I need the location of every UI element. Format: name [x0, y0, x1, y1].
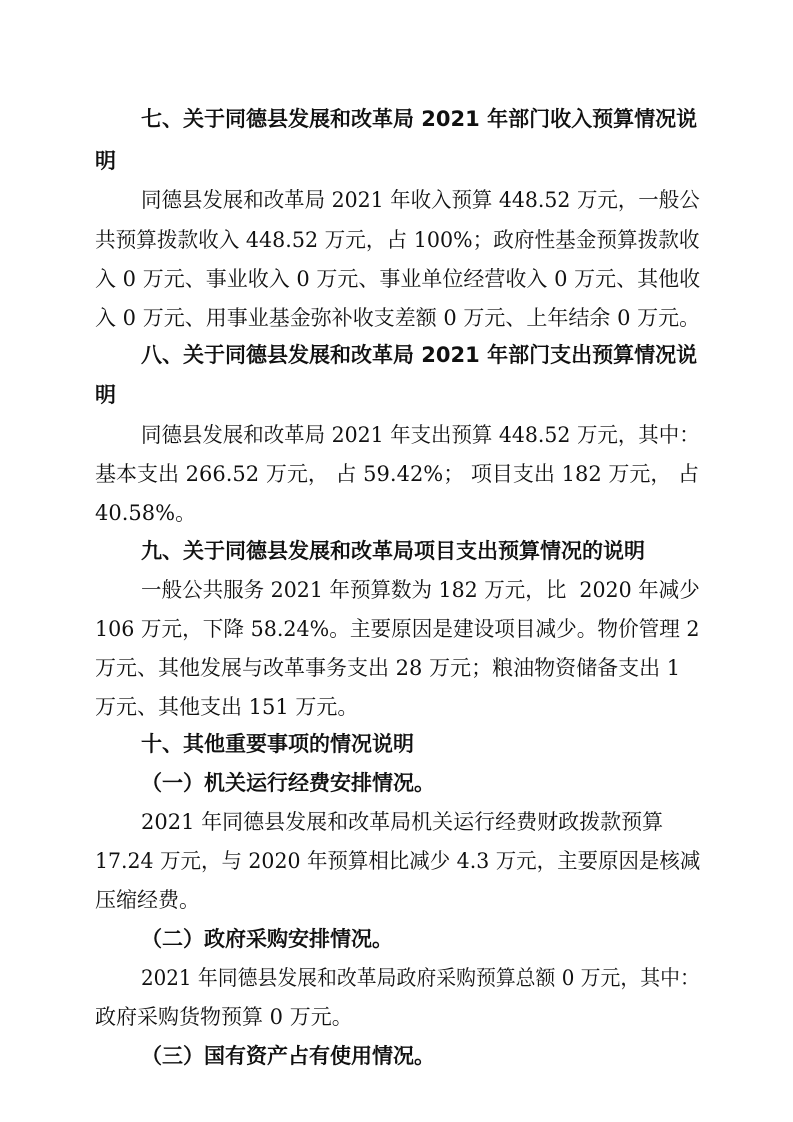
section-7-body-line-3: 入 0 万元、事业收入 0 万元、事业单位经营收入 0 万元、其他收: [95, 267, 701, 291]
section-8-body-line-2: 基本支出 266.52 万元， 占 59.42%； 项目支出 182 万元， 占: [95, 462, 700, 486]
section-7-heading-line-2: 明: [95, 149, 116, 173]
section-9-body-line-4: 万元、其他支出 151 万元。: [95, 695, 359, 719]
section-10-heading: 十、其他重要事项的情况说明: [141, 732, 414, 756]
subsection-1-heading: （一）机关运行经费安排情况。: [141, 771, 435, 795]
subsection-3-heading: （三）国有资产占有使用情况。: [141, 1044, 435, 1068]
section-8-heading-line-2: 明: [95, 383, 116, 407]
section-8-heading-line-1: 八、关于同德县发展和改革局 2021 年部门支出预算情况说: [141, 343, 698, 367]
section-8-body-line-3: 40.58%。: [95, 501, 197, 525]
section-9-body-line-1: 一般公共服务 2021 年预算数为 182 万元，比 2020 年减少: [141, 578, 700, 602]
section-7-body-line-2: 共预算拨款收入 448.52 万元，占 100%；政府性基金预算拨款收: [95, 228, 700, 252]
subsection-2-body-line-1: 2021 年同德县发展和改革局政府采购预算总额 0 万元，其中：: [141, 966, 700, 990]
section-7-body-line-1: 同德县发展和改革局 2021 年收入预算 448.52 万元，一般公: [141, 188, 700, 212]
subsection-1-body-line-2: 17.24 万元，与 2020 年预算相比减少 4.3 万元，主要原因是核减: [95, 849, 701, 873]
subsection-2-body-line-2: 政府采购货物预算 0 万元。: [95, 1005, 353, 1029]
subsection-1-body-line-3: 压缩经费。: [95, 888, 200, 912]
section-7-body-line-4: 入 0 万元、用事业基金弥补收支差额 0 万元、上年结余 0 万元。: [95, 306, 701, 330]
section-7-heading-line-1: 七、关于同德县发展和改革局 2021 年部门收入预算情况说: [141, 107, 698, 131]
section-9-body-line-2: 106 万元，下降 58.24%。主要原因是建设项目减少。物价管理 2: [95, 617, 700, 641]
section-8-body-line-1: 同德县发展和改革局 2021 年支出预算 448.52 万元，其中：: [141, 423, 700, 447]
subsection-2-heading: （二）政府采购安排情况。: [141, 927, 393, 951]
subsection-1-body-line-1: 2021 年同德县发展和改革局机关运行经费财政拨款预算: [141, 810, 664, 834]
section-9-body-line-3: 万元、其他发展与改革事务支出 28 万元；粮油物资储备支出 1: [95, 656, 681, 680]
section-9-heading: 九、关于同德县发展和改革局项目支出预算情况的说明: [141, 539, 645, 563]
